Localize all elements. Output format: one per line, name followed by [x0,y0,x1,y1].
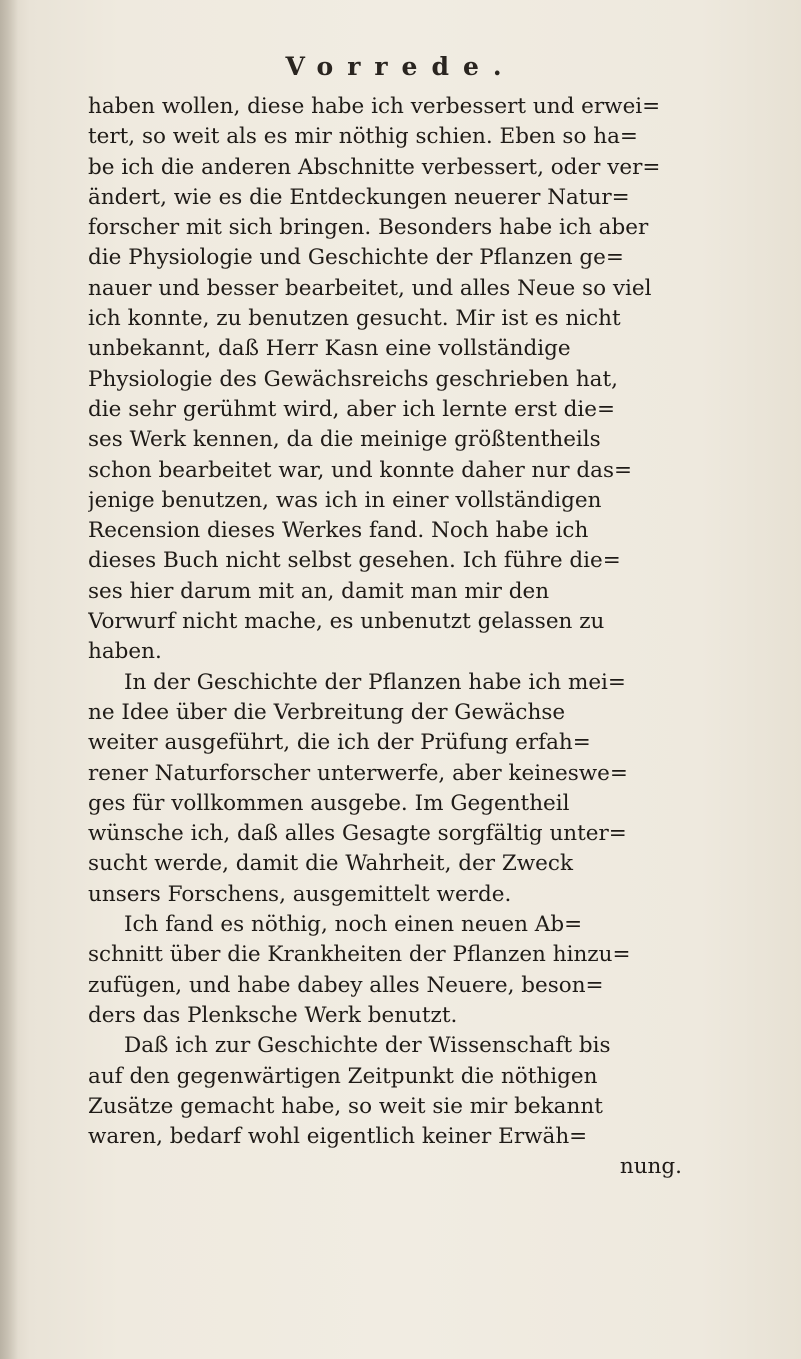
text-line: unbekannt, daß Herr Kasn eine vollständige [88,336,571,362]
text-line: Zusätze gemacht habe, so weit sie mir bekannt [88,1093,603,1119]
text-line: nauer und besser bearbeitet, und alles Neue so viel [88,275,652,301]
text-line: die Physiologie und Geschichte der Pflanzen ge= [88,245,624,271]
text-line: jenige benutzen, was ich in einer vollständigen [88,487,602,513]
text-line: wünsche ich, daß alles Gesagte sorgfältig unter= [88,821,627,847]
text-line: schnitt über die Krankheiten der Pflanzen hinzu= [88,942,631,968]
text-line: die sehr gerühmt wird, aber ich lernte erst die= [88,396,616,422]
text-line: ne Idee über die Verbreitung der Gewächse [88,699,566,725]
text-line: dieses Buch nicht selbst gesehen. Ich führe die= [88,548,621,574]
text-line: weiter ausgeführt, die ich der Prüfung erfah= [88,730,591,756]
text-line: be ich die anderen Abschnitte verbessert, oder ver= [88,154,661,180]
text-line: forscher mit sich bringen. Besonders habe ich aber [88,215,649,241]
text-line: schon bearbeitet war, und konnte daher nur das= [88,457,632,483]
paragraph-start-line: In der Geschichte der Pflanzen habe ich mei= [124,669,626,695]
paragraph-start-line: Daß ich zur Geschichte der Wissenschaft bis [124,1033,611,1059]
text-line-final: nung. [619,1154,682,1180]
text-line: rener Naturforscher unterwerfe, aber keineswe= [88,760,628,786]
text-line: Recension dieses Werkes fand. Noch habe ich [88,518,589,544]
text-line: ders das Plenksche Werk benutzt. [88,1002,458,1028]
text-line: ses Werk kennen, da die meinige größtentheils [88,427,601,453]
text-line: waren, bedarf wohl eigentlich keiner Erwäh= [88,1124,588,1150]
paragraph-start-line: Ich fand es nöthig, noch einen neuen Ab= [124,912,583,938]
text-line: zufügen, und habe dabey alles Neuere, beson= [88,972,604,998]
text-line: ses hier darum mit an, damit man mir den [88,578,550,604]
text-line: unsers Forschens, ausgemittelt werde. [88,881,512,907]
text-line: Physiologie des Gewächsreichs geschrieben hat, [88,366,618,392]
text-line: tert, so weit als es mir nöthig schien. Eben so ha= [88,124,638,150]
body-text [88,92,756,1183]
text-line: ich konnte, zu benutzen gesucht. Mir ist es nicht [88,306,621,332]
page-binding-edge [0,0,18,1359]
text-line: ändert, wie es die Entdeckungen neuerer Natur= [88,184,630,210]
text-line: sucht werde, damit die Wahrheit, der Zweck [88,851,573,877]
text-line: ges für vollkommen ausgebe. Im Gegentheil [88,790,570,816]
text-line: haben wollen, diese habe ich verbessert und erwei= [88,94,661,119]
running-head: Vorrede. [285,52,516,81]
text-line: auf den gegenwärtigen Zeitpunkt die nöthigen [88,1063,598,1089]
text-line: haben. [88,639,162,665]
text-line: Vorwurf nicht mache, es unbenutzt gelassen zu [88,609,605,635]
